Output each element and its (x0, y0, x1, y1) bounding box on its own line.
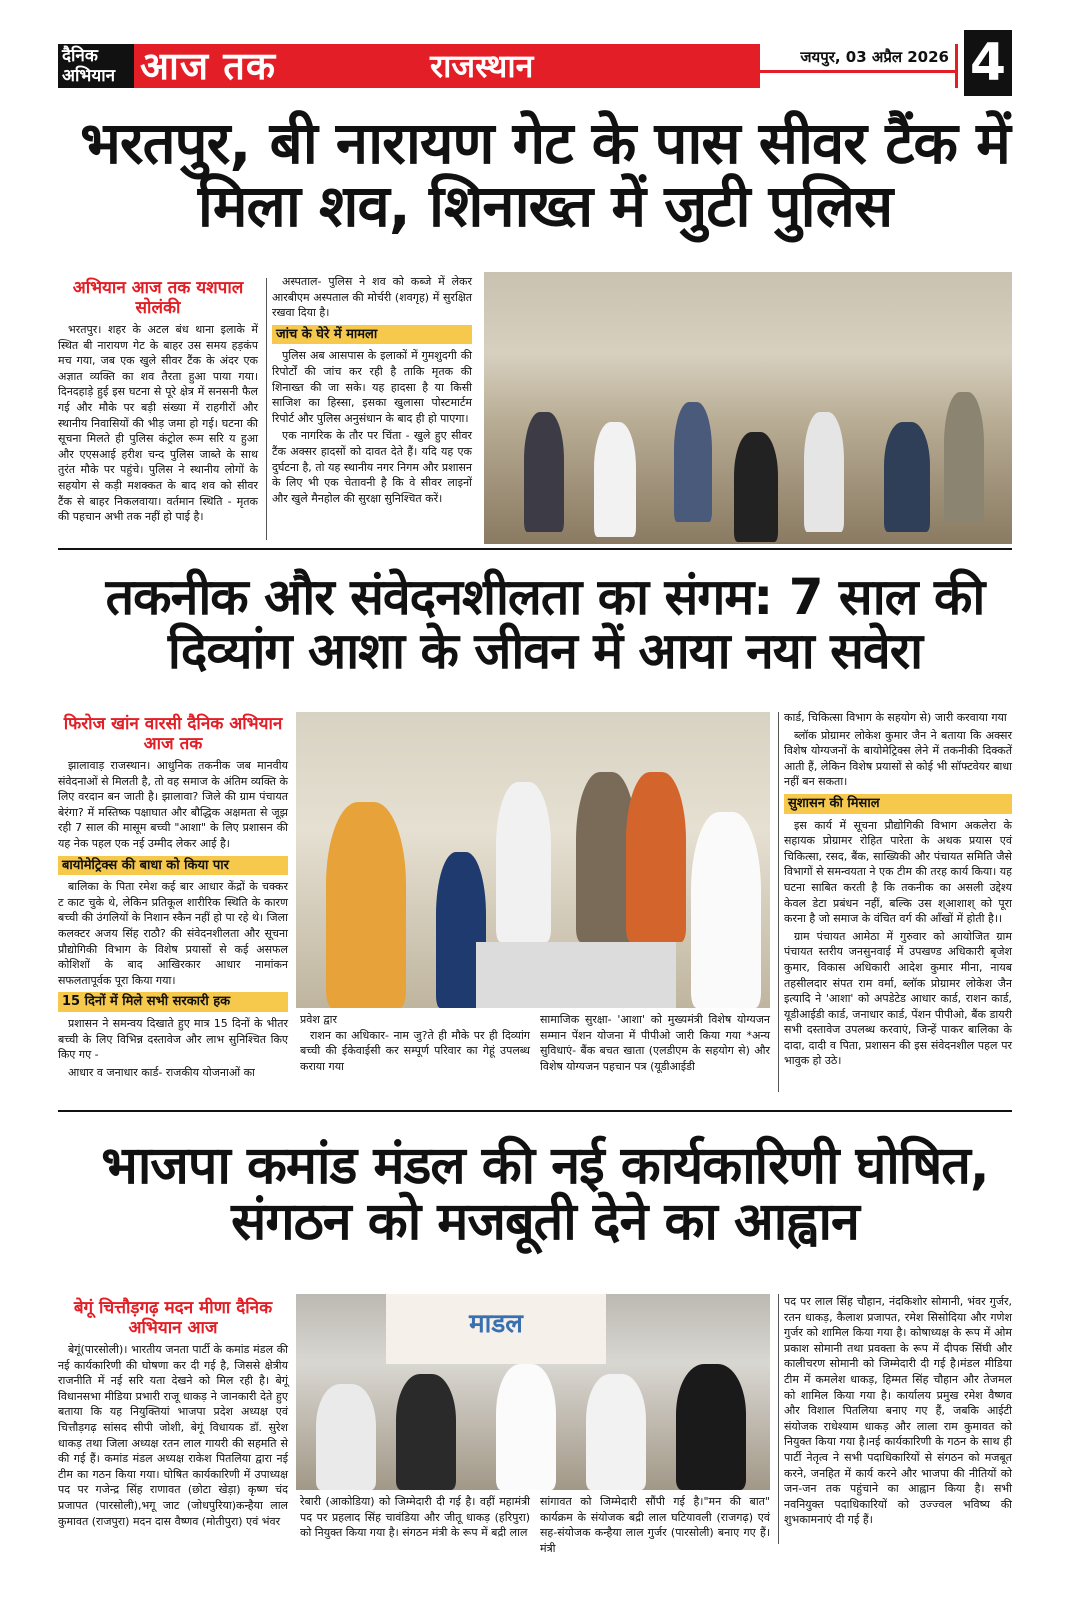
story2-col1 (58, 758, 288, 1082)
page-number: 4 (964, 30, 1012, 96)
story2-headline: तकनीक और संवेदनशीलता का संगम: 7 साल की दिव्यांग आशा के जीवन में आया नया सवेरा (105, 568, 985, 680)
story2-p2: बालिका के पिता रमेश कई बार आधार केंद्रों के चक्कर ट काट चुके थे, लेकिन प्रतिकूल शारीरिक स्थिति के कारण बच्ची की उंगलियों के निशान स्कैन नहीं हो पा रहे थे। जिला कलक्टर अजय सिंह राठौ? की संवेदनशीलता और सूचना प्रौद्योगिकी विभाग के विशेष प्रयासों से कई असफल कोशिशों के बाद आखिरकार आधार नामांकन सफलतापूर्वक पूरा किया गया। (58, 880, 288, 987)
story1-col1 (58, 322, 258, 527)
photo-figure (326, 802, 406, 1008)
story2-subhead-3: सुशासन की मिसाल (784, 794, 1012, 814)
story2-caption-mid-text: राशन का अधिकार- नाम जु?ते ही मौके पर ही दिव्यांग बच्ची की ईकेवाईसी कर सम्पूर्ण परिवार का गेहूं उपलब्ध कराया गया (300, 1028, 530, 1073)
story1-col2 (272, 274, 472, 508)
column-rule (266, 278, 267, 540)
column-rule (778, 712, 779, 1092)
photo-figure (734, 432, 778, 542)
photo-figure (944, 392, 984, 522)
newspaper-logo (58, 44, 134, 88)
story2-byline: फिरोज खांन वारसी दैनिक अभियान आज तक (63, 714, 283, 754)
section-name: राजस्थान (430, 47, 534, 85)
section-divider (58, 1110, 1012, 1112)
story2-photo-meeting (296, 712, 770, 1008)
story1-subhead: जांच के घेरे में मामला (272, 325, 472, 345)
photo-figure (396, 1374, 456, 1490)
story2-p3: प्रशासन ने समन्वय दिखाते हुए मात्र 15 दिनों के भीतर बच्ची के लिए विभिन्न दस्तावेज और लाभ सुनिश्चित किए किए गए - (58, 1016, 288, 1062)
story2-caption-mid (300, 1012, 530, 1074)
photo-figure (524, 412, 564, 532)
photo-figure (674, 402, 712, 522)
story3-byline: बेगूं चित्तौड़गढ़ मदन मीणा दैनिक अभियान आज (73, 1298, 273, 1338)
story1-photo-crowd (484, 272, 1012, 544)
story2-p1: झालावाड़ राजस्थान। आधुनिक तकनीक जब मानवीय संवेदनाओं से मिलती है, तो वह समाज के अंतिम व्यक्ति के लिए वरदान बन जाती है। झालावा? जिले की ग्राम पंचायत बेरंगा? में मस्तिष्क पक्षाघात और बौद्धिक अक्षमता से जूझ रही 7 साल की मासूम बच्ची "आशा" के लिए प्रशासन की यह नेक पहल एक नई उम्मीद लेकर आई है। (58, 759, 288, 850)
column-rule (778, 1294, 779, 1544)
story1-col1-text: भरतपुर। शहर के अटल बंध थाना इलाके में स्थित बी नारायण गेट के बाहर उस समय हड़कंप मच गया, जब एक खुले सीवर टैंक के अंदर एक अज्ञात व्यक्ति का शव तैरता हुआ पाया गया। दिनदहाड़े हुई इस घटना से पूरे क्षेत्र में सनसनी फैल गई और मौके पर बड़ी संख्या में राहगीरों और स्थानीय निवासियों की भीड़ जमा हो गई। घटना की सूचना मिलते ही पुलिस कंट्रोल रूम सरि य हुआ और एएसआई हरीश चन्द पुलिस जाब्ते के साथ तुरंत मौके पर पहुंचे। पुलिस ने स्थानीय लोगों के सहयोग से कड़ी मशक्कत के बाद शव को सीवर टैंक से बाहर निकलवाया। वर्तमान स्थिति - मृतक की पहचान अभी तक नहीं हो पाई है। (58, 323, 258, 524)
story2-caption-mid-heading: प्रवेश द्वार (300, 1013, 338, 1026)
dateline-rule (760, 70, 955, 73)
story2-subhead-1: बायोमेट्रिक्स की बाधा को किया पार (58, 856, 288, 876)
logo-line-1: दैनिक (62, 46, 98, 66)
story3-headline: भाजपा कमांड मंडल की नई कार्यकारिणी घोषित, संगठन को मजबूती देने का आह्वान (101, 1136, 989, 1253)
story3-photo-meeting (296, 1294, 770, 1490)
photo-figure (496, 1364, 556, 1490)
story3-caption-right: सांगावत को जिम्मेदारी सौंपी गई है।"मन की बात" कार्यक्रम के संयोजक बद्री लाल घटियावली (राजगढ़) एवं सह-संयोजक कन्हैया लाल गुर्जर (पारसोली) बनाए गए हैं। मंत्री (540, 1495, 770, 1555)
photo-figure (884, 422, 930, 532)
story3-col1 (58, 1342, 288, 1531)
photo-figure (496, 782, 551, 942)
photo-table (476, 942, 676, 1008)
story1-col2-p2: पुलिस अब आसपास के इलाकों में गुमशुदगी की रिपोर्टों की जांच कर रही है ताकि मृतक की शिनाख्त की जा सके। यह हादसा है या किसी साजिश का हिस्सा, इसका खुलासा पोस्टमार्टम रिपोर्ट और पुलिस अनुसंधान के बाद ही हो पाएगा। (272, 349, 472, 425)
story3-banner: माडल (386, 1294, 606, 1364)
photo-figure (676, 1364, 746, 1490)
section-divider (58, 548, 1012, 550)
dateline: जयपुर, 03 अप्रैल 2026 (760, 44, 955, 88)
story3-r-p1: पद पर लाल सिंह चौहान, नंदकिशोर सोमानी, भंवर गुर्जर, रतन धाकड़, कैलाश प्रजापत, रमेश सिसोदिया और गणेश गुर्जर को शामिल किया गया है। कोषाध्यक्ष के रूप में ओम प्रकाश सोमानी तथा प्रवक्ता के रूप में दीपक सिंघी और कालीचरण सोमानी को जिम्मेदारी दी गई है।मंडल मीडिया टीम में कमलेश धाकड़, हिम्मत सिंह चौहान और तेजमल को शामिल किया गया है। कार्यालय प्रमुख रमेश वैष्णव और विशाल पितलिया बनाए गए हैं, जबकि आईटी संयोजक राधेश्याम धाकड़ और लाला राम कुमावत को नियुक्त किया गया है।नई कार्यकारिणी के गठन के साथ ही पार्टी नेतृत्व ने सभी पदाधिकारियों से संगठन को मजबूत करने, जनहित में कार्य करने और भाजपा की नीतियों को जन-जन तक पहुंचाने का आह्वान किया है। सभी नवनियुक्त पदाधिकारियों को उज्ज्वल भविष्य की शुभकामनाएं दी गई हैं। (784, 1295, 1012, 1527)
story1-byline: अभियान आज तक यशपाल सोलंकी (72, 278, 244, 318)
brand-name: आज तक (140, 44, 277, 88)
photo-figure (586, 1374, 646, 1490)
photo-figure (804, 412, 844, 532)
story3-col3 (784, 1294, 1012, 1530)
story2-p4: आधार व जनाधार कार्ड- राजकीय योजनाओं का (68, 1065, 255, 1079)
logo-line-2: अभियान (62, 66, 116, 86)
photo-figure (691, 812, 761, 1008)
story1-headline: भरतपुर, बी नारायण गेट के पास सीवर टैंक में मिला शव, शिनाख्त में जुटी पुलिस (80, 109, 1010, 240)
story2-caption-right: सामाजिक सुरक्षा- 'आशा' को मुख्यमंत्री विशेष योग्यजन सम्मान पेंशन योजना में पीपीओ जारी किया गया *अन्य सुविधाएं- बैंक बचत खाता (एलडीएम के सहयोग से) और विशेष योग्यजन पहचान पत्र (यूडीआईडी (540, 1013, 770, 1073)
photo-figure (626, 772, 686, 942)
story3-p1: बेगूं(पारसोली)। भारतीय जनता पार्टी के कमांड मंडल की नई कार्यकारिणी की घोषणा कर दी गई है, जिससे क्षेत्रीय राजनीति में नई सरि यता देखने को मिल रही है। बेगूं विधानसभा मीडिया प्रभारी राजू धाकड़ ने जानकारी देते हुए बताया कि यह नियुक्तियां भाजपा प्रदेश अध्यक्ष एवं चित्तौड़गढ़ सांसद सीपी जोशी, बेगूं विधायक डॉ. सुरेश धाकड़ तथा जिला अध्यक्ष रतन लाल गायरी की सहमति से की गई हैं। कमांड मंडल अध्यक्ष राकेश पितलिया द्वारा नई टीम का गठन किया गया। घोषित कार्यकारिणी में उपाध्यक्ष पद पर गजेन्द्र सिंह राणावत (छोटा खेड़ा) कृष्ण चंद प्रजापत (पारसोली),भगू जाट (जोधपुरिया)कन्हैया लाल कुमावत (राजपुरा) मदन दास वैष्णव (मोतीपुरा) एवं भंवर (58, 1343, 288, 1528)
photo-figure (316, 1384, 376, 1490)
story2-r-p2: ब्लॉक प्रोग्रामर लोकेश कुमार जैन ने बताया कि अक्सर विशेष योग्यजनों के बायोमेट्रिक्स लेने में तकनीकी दिक्कतें आती हैं, लेकिन विशेष प्रयासों से कोई भी सॉफ्टवेयर बाधा नहीं बन सकता। (784, 728, 1012, 789)
story2-subhead-2: 15 दिनों में मिले सभी सरकारी हक (58, 992, 288, 1012)
story1-col2-p3: एक नागरिक के तौर पर चिंता - खुले हुए सीवर टैंक अक्सर हादसों को दावत देते हैं। यदि यह एक दुर्घटना है, तो यह स्थानीय नगर निगम और प्रशासन के लिए भी एक चेतावनी है कि वे सीवर लाइनों और खुले मैनहोल की सुरक्षा सुनिश्चित करें। (272, 429, 472, 505)
story1-col2-p1: अस्पताल- पुलिस ने शव को कब्जे में लेकर आरबीएम अस्पताल की मोर्चरी (शवगृह) में सुरक्षित रखवा दिया है। (272, 275, 472, 320)
story2-col3 (784, 710, 1012, 1071)
story2-r-p1: कार्ड, चिकित्सा विभाग के सहयोग से) जारी करवाया गया (784, 711, 1007, 724)
story3-caption-mid: रेबारी (आकोडिया) को जिम्मेदारी दी गई है। वहीं महामंत्री पद पर प्रहलाद सिंह चावंडिया और जीतू धाकड़ (हरिपुरा) को नियुक्त किया गया है। संगठन मंत्री के रूप में बद्री लाल (300, 1495, 530, 1540)
photo-figure (594, 422, 636, 537)
story2-r-p4: ग्राम पंचायत आमेठा में गुरुवार को आयोजित ग्राम पंचायत स्तरीय जनसुनवाई में उपखण्ड अधिकारी बृजेश कुमार, विकास अधिकारी आदेश कुमार मीना, नायब तहसीलदार संपत राम वर्मा, ब्लॉक प्रोग्रामर लोकेश जैन इत्यादि ने 'आशा' को अपडेटेड आधार कार्ड, राशन कार्ड, यूडीआईडी कार्ड, जनाधार कार्ड, पेंशन पीपीओ, बैंक डायरी सभी दस्तावेज उपलब्ध करवाएं, जिन्हें पाकर बालिका के दादा, दादी व पिता, प्रशासन की इस संवेदनशील पहल पर भावुक हो उठे। (784, 929, 1012, 1068)
story2-r-p3: इस कार्य में सूचना प्रौद्योगिकी विभाग अकलेरा के सहायक प्रोग्रामर रोहित पारेता के अथक प्रयास एवं चिकित्सा, रसद, बैंक, साख्यिकी और पंचायत समिति जैसे विभागों से समन्वयता ने एक टीम की तरह कार्य किया। यह घटना साबित करती है कि तकनीक का असली उद्देश्य केवल डेटा प्रबंधन नहीं, बल्कि उस श्आशाश् को पूरा करना है जो समाज के वंचित वर्ग की आँखों में होती है।। (784, 818, 1013, 926)
